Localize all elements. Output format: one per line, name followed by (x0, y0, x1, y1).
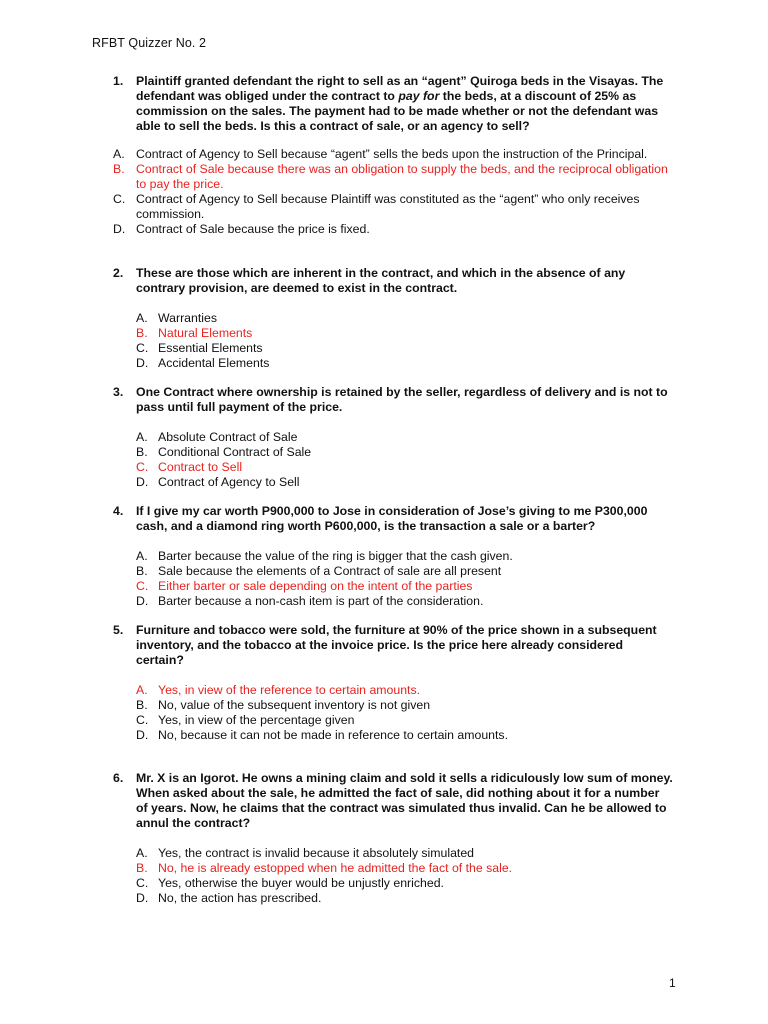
question-body: Mr. X is an Igorot. He owns a mining claim and sold it sells a ridiculously low sum of money. When asked about the sale, he admitted the fact of sale, did nothing about it for a number of years. Now, he claims that the contract was simulated thus invalid. Can he be allowed to annul the contract? (136, 771, 673, 830)
question-3 (113, 385, 673, 490)
question-1 (113, 74, 673, 134)
options-list (113, 311, 673, 371)
question-body: Furniture and tobacco were sold, the furniture at 90% of the price shown in a subsequent inventory, and the tobacco at the invoice price. Is the price here already considered certain? (136, 623, 657, 667)
page-header: RFBT Quizzer No. 2 (92, 36, 207, 50)
option-c-correct: C. Contract to Sell (136, 460, 243, 474)
question-6 (113, 771, 673, 906)
option-a: A. Yes, the contract is invalid because it absolutely simulated (136, 846, 475, 860)
option-c: C. Yes, in view of the percentage given (136, 713, 355, 727)
option-d: D. Accidental Elements (136, 356, 270, 370)
question-text (113, 385, 673, 415)
question-number: 6. (113, 771, 124, 785)
option-d: D. No, the action has prescribed. (136, 891, 322, 905)
option-d: D. Contract of Sale because the price is fixed. (113, 222, 370, 236)
option-c: C. Contract of Agency to Sell because Plaintiff was constituted as the “agent” who only receives commission. (113, 192, 640, 221)
option-a: A. Barter because the value of the ring is bigger that the cash given. (136, 549, 513, 563)
question-body: Plaintiff granted defendant the right to sell as an “agent” Quiroga beds in the Visayas. The defendant was obliged under the contract to pay for the beds, at a discount of 25% as commission on the sales. The payment had to be made whether or not the defendant was able to sell the beds. Is this a contract of sale, or an agency to sell? (136, 74, 664, 133)
option-b: B. No, value of the subsequent inventory is not given (136, 698, 431, 712)
option-c-correct: C. Either barter or sale depending on the intent of the parties (136, 579, 473, 593)
options-list (113, 683, 673, 743)
question-text (113, 504, 673, 534)
option-a: A. Warranties (136, 311, 217, 325)
option-b-correct: B. No, he is already estopped when he admitted the fact of the sale. (136, 861, 513, 875)
option-b-correct: B. Contract of Sale because there was an obligation to supply the beds, and the reciprocal obligation to pay the price. (113, 162, 668, 191)
option-b-correct: B. Natural Elements (136, 326, 253, 340)
question-body: One Contract where ownership is retained by the seller, regardless of delivery and is not to pass until full payment of the price. (136, 385, 668, 414)
question-number: 3. (113, 385, 124, 399)
option-d: D. No, because it can not be made in reference to certain amounts. (136, 728, 508, 742)
emphasis-text: pay for (398, 89, 440, 103)
options-list (113, 846, 673, 906)
option-c: C. Essential Elements (136, 341, 263, 355)
option-d: D. Barter because a non-cash item is part of the consideration. (136, 594, 484, 608)
question-number: 4. (113, 504, 124, 518)
question-text (113, 74, 673, 134)
option-a: A. Contract of Agency to Sell because “agent” sells the beds upon the instruction of the Principal. (113, 147, 648, 161)
question-number: 1. (113, 74, 124, 88)
option-d: D. Contract of Agency to Sell (136, 475, 300, 489)
question-text (113, 771, 673, 831)
option-a-correct: A. Yes, in view of the reference to certain amounts. (136, 683, 421, 697)
page-number: 1 (669, 976, 676, 990)
question-text (113, 623, 673, 668)
option-b: B. Conditional Contract of Sale (136, 445, 312, 459)
options-list (113, 549, 673, 609)
question-number: 5. (113, 623, 124, 637)
question-text (113, 266, 673, 296)
question-5 (113, 623, 673, 743)
option-a: A. Absolute Contract of Sale (136, 430, 298, 444)
option-c: C. Yes, otherwise the buyer would be unjustly enriched. (136, 876, 444, 890)
options-list (113, 430, 673, 490)
question-4 (113, 504, 673, 609)
question-2 (113, 266, 673, 371)
option-b: B. Sale because the elements of a Contract of sale are all present (136, 564, 502, 578)
options-list (113, 147, 673, 237)
question-body: These are those which are inherent in the contract, and which in the absence of any contrary provision, are deemed to exist in the contract. (136, 266, 626, 295)
question-number: 2. (113, 266, 124, 280)
question-body: If I give my car worth P900,000 to Jose in consideration of Jose’s giving to me P300,000 cash, and a diamond ring worth P600,000, is the transaction a sale or a barter? (136, 504, 648, 533)
